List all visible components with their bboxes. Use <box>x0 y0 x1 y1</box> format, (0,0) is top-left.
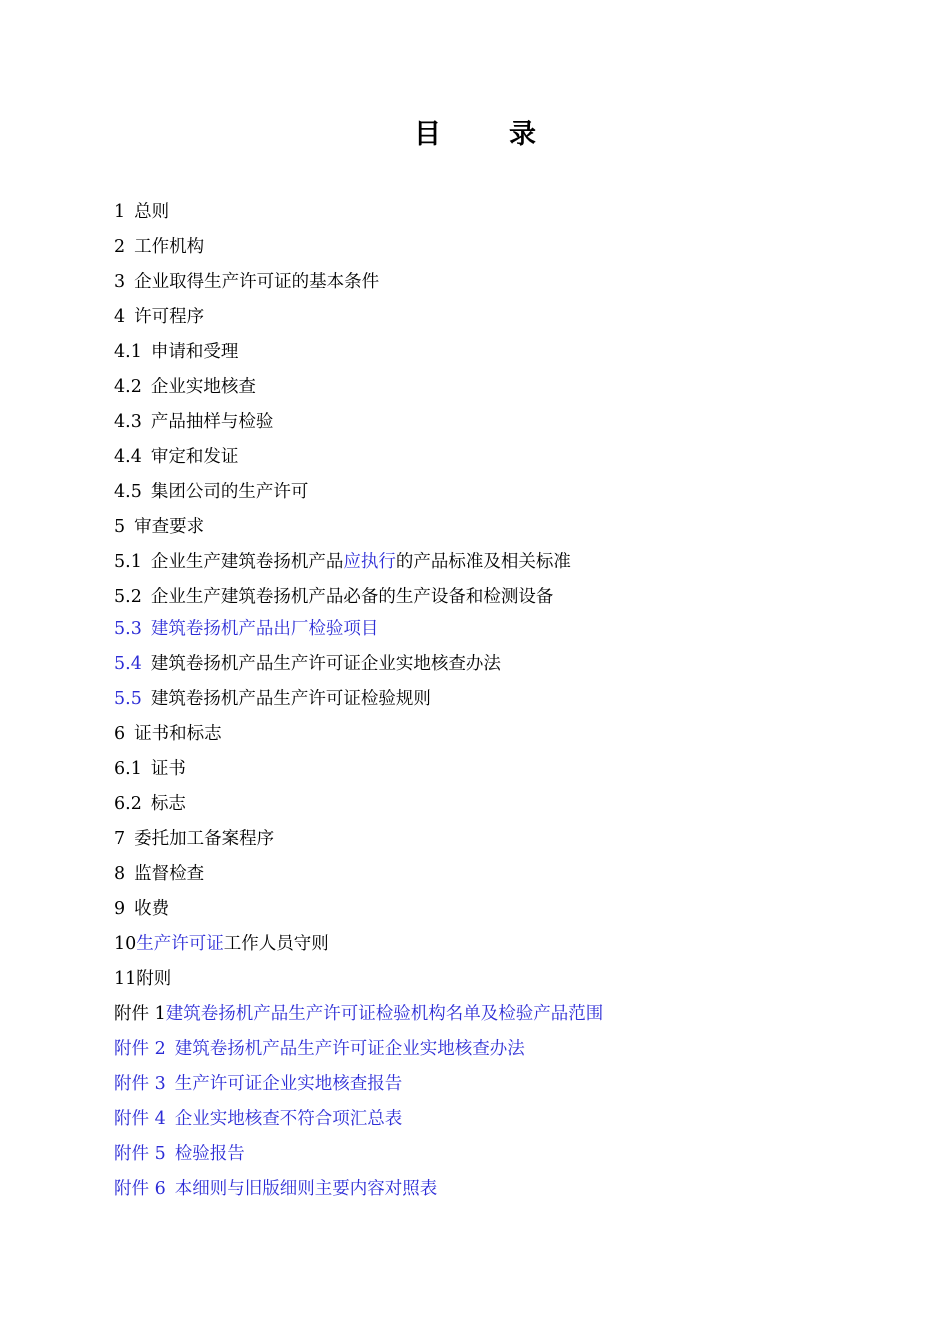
toc-text: 许可程序 <box>134 307 205 327</box>
toc-entry[interactable] <box>114 584 894 616</box>
toc-text: 企业取得生产许可证的基本条件 <box>134 272 380 292</box>
toc-text: 证书 <box>150 759 186 779</box>
toc-number: 3 <box>114 272 126 292</box>
toc-number: 4.2 <box>114 377 142 397</box>
toc-text: 企业生产建筑卷扬机产品 <box>150 552 344 572</box>
toc-number: 附件 3 <box>114 1074 166 1094</box>
toc-entry[interactable] <box>114 931 894 966</box>
toc-number: 1 <box>114 202 126 222</box>
toc-text: 建筑卷扬机产品生产许可证企业实地核查办法 <box>150 654 501 674</box>
toc-entry[interactable] <box>114 1071 894 1106</box>
toc-text: 证书和标志 <box>134 724 222 744</box>
toc-text: 监督检查 <box>134 864 205 884</box>
toc-text: 收费 <box>134 899 170 919</box>
toc-number: 附件 2 <box>114 1039 166 1059</box>
toc-number: 5.1 <box>114 552 142 572</box>
toc-entry[interactable] <box>114 1106 894 1141</box>
toc-entry[interactable] <box>114 339 894 374</box>
toc-link-text[interactable]: 本细则与旧版细则主要内容对照表 <box>174 1179 438 1199</box>
toc-number: 11 <box>114 969 137 989</box>
toc-text: 申请和受理 <box>150 342 239 362</box>
toc-number: 9 <box>114 899 126 919</box>
toc-link-text[interactable]: 生产许可证 <box>136 934 224 954</box>
toc-text: 审查要求 <box>134 517 205 537</box>
toc-text: 标志 <box>150 794 186 814</box>
toc-text: 企业生产建筑卷扬机产品必备的生产设备和检测设备 <box>150 587 554 607</box>
toc-text: 审定和发证 <box>150 447 239 467</box>
toc-number: 4 <box>114 307 126 327</box>
toc-link-text[interactable]: 企业实地核查不符合项汇总表 <box>174 1109 403 1129</box>
toc-link-text[interactable]: 建筑卷扬机产品生产许可证检验机构名单及检验产品范围 <box>165 1004 604 1024</box>
toc-number: 7 <box>114 829 126 849</box>
toc-entry[interactable] <box>114 686 894 721</box>
toc-entry[interactable] <box>114 269 894 304</box>
toc-entry[interactable] <box>114 1176 894 1211</box>
toc-text: 集团公司的生产许可 <box>150 482 309 502</box>
toc-link-text[interactable]: 建筑卷扬机产品生产许可证企业实地核查办法 <box>174 1039 525 1059</box>
toc-number: 6.2 <box>114 794 142 814</box>
toc-number: 5.5 <box>114 689 142 709</box>
toc-number: 2 <box>114 237 126 257</box>
toc-number: 5 <box>114 517 126 537</box>
table-of-contents <box>114 199 894 1211</box>
toc-number: 附件 5 <box>114 1144 166 1164</box>
title-char-1: 目 <box>414 119 441 150</box>
toc-text: 附则 <box>136 969 172 989</box>
toc-link-text[interactable]: 应执行 <box>343 552 396 572</box>
toc-text: 总则 <box>134 202 170 222</box>
toc-entry[interactable] <box>114 479 894 514</box>
toc-number: 5.4 <box>114 654 142 674</box>
toc-text: 产品抽样与检验 <box>150 412 274 432</box>
toc-entry[interactable] <box>114 896 894 931</box>
toc-entry[interactable] <box>114 234 894 269</box>
toc-entry[interactable] <box>114 444 894 479</box>
toc-text: 工作人员守则 <box>223 934 329 954</box>
toc-number: 附件 1 <box>114 1004 166 1024</box>
toc-number: 4.1 <box>114 342 142 362</box>
toc-number: 6.1 <box>114 759 142 779</box>
toc-number: 8 <box>114 864 126 884</box>
toc-entry[interactable] <box>114 199 894 234</box>
toc-entry[interactable] <box>114 651 894 686</box>
toc-number: 5.3 <box>114 619 142 639</box>
toc-entry[interactable] <box>114 826 894 861</box>
toc-number: 4.4 <box>114 447 142 467</box>
toc-number: 10 <box>114 934 137 954</box>
toc-entry[interactable] <box>114 549 894 584</box>
toc-number: 4.3 <box>114 412 142 432</box>
toc-text: 企业实地核查 <box>150 377 256 397</box>
toc-text: 建筑卷扬机产品生产许可证检验规则 <box>150 689 431 709</box>
toc-entry[interactable] <box>114 861 894 896</box>
toc-entry[interactable] <box>114 409 894 444</box>
toc-entry[interactable] <box>114 304 894 339</box>
title-char-2: 录 <box>509 119 536 150</box>
toc-entry[interactable] <box>114 616 894 651</box>
toc-number: 附件 6 <box>114 1179 166 1199</box>
toc-entry[interactable] <box>114 966 894 1001</box>
toc-link-text[interactable]: 建筑卷扬机产品出厂检验项目 <box>150 619 379 639</box>
toc-link-text[interactable]: 检验报告 <box>174 1144 245 1164</box>
toc-text: 的产品标准及相关标准 <box>395 552 571 572</box>
toc-entry[interactable] <box>114 1141 894 1176</box>
page-title <box>0 112 950 151</box>
toc-entry[interactable] <box>114 1036 894 1071</box>
toc-text: 工作机构 <box>134 237 205 257</box>
toc-entry[interactable] <box>114 721 894 756</box>
toc-entry[interactable] <box>114 756 894 791</box>
toc-text: 委托加工备案程序 <box>134 829 275 849</box>
toc-number: 5.2 <box>114 587 142 607</box>
toc-entry[interactable] <box>114 1001 894 1036</box>
toc-number: 4.5 <box>114 482 142 502</box>
toc-link-text[interactable]: 生产许可证企业实地核查报告 <box>174 1074 403 1094</box>
toc-entry[interactable] <box>114 791 894 826</box>
toc-number: 6 <box>114 724 126 744</box>
toc-number: 附件 4 <box>114 1109 166 1129</box>
toc-entry[interactable] <box>114 514 894 549</box>
toc-entry[interactable] <box>114 374 894 409</box>
